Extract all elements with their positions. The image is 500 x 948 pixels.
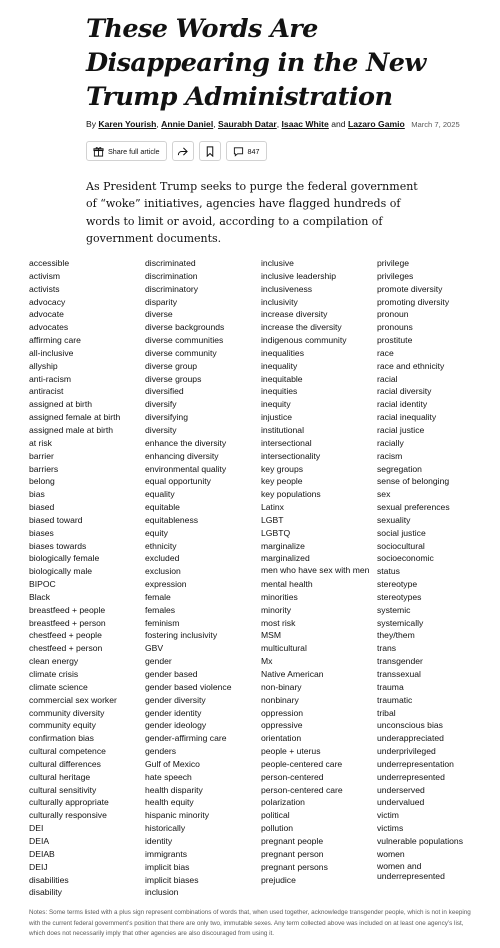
word-item: underappreciated <box>377 733 444 744</box>
word-item: advocates <box>29 322 69 333</box>
word-item: intersectional <box>261 437 312 448</box>
word-item: key populations <box>261 489 321 500</box>
word-item: race and ethnicity <box>377 360 445 371</box>
word-item: culturally appropriate <box>29 797 109 808</box>
word-item: LGBTQ <box>261 527 291 538</box>
word-item: health disparity <box>145 784 203 795</box>
word-item: gender based <box>145 669 198 679</box>
word-item: pronoun <box>377 309 409 320</box>
word-item: oppression <box>261 707 304 718</box>
word-item: stereotypes <box>377 591 422 602</box>
word-item: trans <box>377 643 397 654</box>
word-item: females <box>145 604 176 615</box>
word-item: discriminatory <box>145 283 199 294</box>
word-item: pronouns <box>377 322 413 333</box>
word-item: diverse group <box>145 360 198 371</box>
word-item: race <box>377 347 394 358</box>
word-item: gender identity <box>145 707 202 718</box>
word-item: systemic <box>377 604 411 615</box>
word-item: biologically male <box>29 566 93 577</box>
word-item: biases towards <box>29 540 87 551</box>
word-item: they/them <box>377 630 415 641</box>
word-item: biases <box>29 527 54 538</box>
word-item: inequities <box>261 386 298 397</box>
word-item: privilege <box>377 258 410 268</box>
word-item: sense of belonging <box>377 476 450 487</box>
word-item: equitableness <box>145 514 199 525</box>
word-item: racial justice <box>377 424 425 435</box>
word-item: disparity <box>145 296 177 307</box>
word-item: people-centered care <box>261 758 343 769</box>
article-title: These Words Are Disappearing in the New Trump Administration <box>86 14 426 112</box>
word-item: inequalities <box>261 347 304 358</box>
word-item: injustice <box>261 412 293 423</box>
word-item: trauma <box>377 681 404 692</box>
share-full-article-button[interactable] <box>86 141 167 161</box>
word-item: hispanic minority <box>145 810 209 821</box>
word-item: inequity <box>261 399 291 410</box>
word-item: underserved <box>377 784 425 795</box>
word-item: implicit bias <box>145 861 190 872</box>
word-item: equal opportunity <box>145 476 211 487</box>
word-item: DEI <box>29 823 44 834</box>
word-item: inequitable <box>261 373 303 384</box>
word-item: Latinx <box>261 502 284 513</box>
author-link[interactable]: Saurabh Datar <box>218 119 277 129</box>
word-item: inclusive <box>261 258 294 268</box>
word-item: increase diversity <box>261 309 328 320</box>
word-item: underprivileged <box>377 746 436 757</box>
word-item: chestfeed + person <box>29 643 103 654</box>
word-item: pregnant person <box>261 848 324 859</box>
word-item: enhance the diversity <box>145 437 227 448</box>
word-item: community diversity <box>29 707 105 718</box>
word-item: disability <box>29 887 62 898</box>
article-intro: As President Trump seeks to purge the federal government of “woke” initiatives, agencies have flagged hundreds of words to limit or avoid, according to a compilation of government documents. <box>86 180 418 246</box>
word-item: racial identity <box>377 399 428 410</box>
word-item: Native American <box>261 669 324 679</box>
word-item: belong <box>29 476 55 487</box>
word-item: oppressive <box>261 720 303 731</box>
article-actions <box>86 141 267 161</box>
author-link[interactable]: Annie Daniel <box>161 119 214 129</box>
word-item: health equity <box>145 797 194 808</box>
comments-button[interactable] <box>226 141 267 161</box>
word-item: sociocultural <box>377 540 425 551</box>
author-link[interactable]: Isaac White <box>281 119 329 129</box>
word-item: prostitute <box>377 335 413 346</box>
word-item: transgender <box>377 656 423 667</box>
word-item: advocacy <box>29 296 66 307</box>
author-link[interactable]: Lazaro Gamio <box>347 119 405 129</box>
word-item: advocate <box>29 309 64 320</box>
author-link[interactable]: Karen Yourish <box>98 119 157 129</box>
word-item: fostering inclusivity <box>145 630 218 641</box>
word-item: DEIAB <box>29 848 55 859</box>
word-item: activism <box>29 270 61 281</box>
word-item: anti-racism <box>29 373 72 384</box>
word-item: clean energy <box>29 656 79 667</box>
word-item: pregnant persons <box>261 861 328 872</box>
word-item: inclusivity <box>261 296 298 307</box>
share-arrow-icon <box>177 146 188 157</box>
word-item: historically <box>145 823 186 834</box>
word-item: diverse backgrounds <box>145 322 225 333</box>
byline-prefix: By <box>86 119 97 129</box>
word-item: GBV <box>145 643 164 654</box>
word-item: non-binary <box>261 681 302 692</box>
word-item: intersectionality <box>261 450 321 461</box>
comment-count: 847 <box>247 146 260 156</box>
word-item: sex <box>377 489 391 500</box>
word-item: identity <box>145 835 173 846</box>
word-item: climate science <box>29 681 88 692</box>
word-item: people + uterus <box>261 746 321 757</box>
word-item: prejudice <box>261 874 296 885</box>
comment-icon <box>233 146 244 157</box>
word-item: marginalized <box>261 553 310 564</box>
word-item: culturally responsive <box>29 810 107 821</box>
word-item: community equity <box>29 720 96 731</box>
word-item: equitable <box>145 502 180 513</box>
word-item: bias <box>29 489 45 500</box>
word-item: key people <box>261 476 303 487</box>
share-button[interactable] <box>172 141 194 161</box>
word-item: inclusiveness <box>261 283 313 294</box>
word-item: unconscious bias <box>377 720 443 731</box>
word-item: institutional <box>261 424 304 435</box>
word-item: diversity <box>145 424 177 435</box>
word-item: antiracist <box>29 386 64 397</box>
word-item: DEIJ <box>29 861 48 872</box>
word-item: cultural heritage <box>29 771 91 782</box>
word-item: underrepresentation <box>377 758 454 769</box>
save-button[interactable] <box>199 141 221 161</box>
word-item: victim <box>377 810 399 821</box>
word-item: victims <box>377 823 404 834</box>
word-item: person-centered care <box>261 784 343 795</box>
word-item: DEIA <box>29 835 50 846</box>
word-item: feminism <box>145 617 180 628</box>
word-item: racial inequality <box>377 412 437 423</box>
word-item: women and underrepresented <box>377 860 445 881</box>
word-item: diverse <box>145 309 173 320</box>
word-item: social justice <box>377 527 426 538</box>
word-item: implicit biases <box>145 874 199 885</box>
word-item: gender diversity <box>145 694 206 705</box>
bookmark-icon <box>205 146 215 157</box>
word-item: sexuality <box>377 514 411 525</box>
word-item: racially <box>377 437 404 448</box>
word-item: barriers <box>29 463 59 474</box>
word-item: most risk <box>261 617 296 628</box>
word-item: discrimination <box>145 270 198 281</box>
word-item: female <box>145 591 171 602</box>
word-item: chestfeed + people <box>29 630 102 641</box>
word-item: equality <box>145 489 175 500</box>
word-item: minorities <box>261 591 298 602</box>
word-item: excluded <box>145 553 180 564</box>
word-item: sexual preferences <box>377 502 450 513</box>
word-column-1 <box>29 257 147 899</box>
word-item: exclusion <box>145 566 181 577</box>
word-item: allyship <box>29 360 58 371</box>
word-item: biologically female <box>29 553 100 564</box>
word-item: status <box>377 566 400 577</box>
word-item: undervalued <box>377 797 425 808</box>
word-column-3 <box>261 257 379 886</box>
word-item: activists <box>29 283 60 294</box>
word-item: diverse groups <box>145 373 202 384</box>
word-item: political <box>261 810 290 821</box>
word-item: transsexual <box>377 669 421 679</box>
word-item: biased toward <box>29 514 83 525</box>
word-item: women <box>377 848 405 859</box>
byline: By Karen Yourish, Annie Daniel, Saurabh Datar, Isaac White and Lazaro Gamio March 7, 2025 <box>86 119 460 129</box>
word-item: inequality <box>261 360 298 371</box>
word-item: orientation <box>261 733 302 744</box>
word-item: at risk <box>29 437 52 448</box>
word-item: Mx <box>261 656 273 667</box>
word-item: accessible <box>29 258 70 268</box>
word-item: polarization <box>261 797 305 808</box>
word-item: confirmation bias <box>29 733 94 744</box>
word-item: assigned at birth <box>29 399 93 410</box>
word-item: privileges <box>377 270 414 281</box>
notes: Notes: Some terms listed with a plus sign represent combinations of words that, when used together, acknowledge transgender people, which is not in keeping with the current federal government’s position that there are only two, immutable sexes. Any term collected above was included on at least one agency’s list, which does not necessarily imply that other agencies are also discouraged from using it. <box>29 909 471 937</box>
word-item: immigrants <box>145 848 188 859</box>
word-item: racism <box>377 450 403 461</box>
word-item: diverse community <box>145 347 217 358</box>
word-item: disabilities <box>29 874 69 885</box>
word-item: vulnerable populations <box>377 835 464 846</box>
word-item: promote diversity <box>377 283 443 294</box>
word-item: tribal <box>377 707 396 718</box>
word-item: gender based violence <box>145 681 232 692</box>
word-item: racial <box>377 373 398 384</box>
word-column-2 <box>145 257 263 899</box>
word-item: indigenous community <box>261 335 347 346</box>
word-item: racial diversity <box>377 386 432 397</box>
publish-date: March 7, 2025 <box>411 120 460 129</box>
word-item: stereotype <box>377 579 418 590</box>
word-item: inclusion <box>145 887 179 898</box>
word-item: gender-affirming care <box>145 733 227 744</box>
word-item: enhancing diversity <box>145 450 219 461</box>
word-item: diversify <box>145 399 177 410</box>
share-full-article-label: Share full article <box>108 146 160 156</box>
word-item: affirming care <box>29 335 81 346</box>
word-item: commercial sex worker <box>29 694 117 705</box>
word-item: diversified <box>145 386 184 397</box>
word-item: person-centered <box>261 771 324 782</box>
word-item: all-inclusive <box>29 347 74 358</box>
word-item: expression <box>145 579 187 590</box>
word-item: segregation <box>377 463 422 474</box>
word-item: breastfeed + people <box>29 604 106 615</box>
word-item: LGBT <box>261 514 284 525</box>
word-item: assigned male at birth <box>29 424 114 435</box>
word-item: inclusive leadership <box>261 270 336 281</box>
word-item: biased <box>29 502 55 513</box>
word-item: nonbinary <box>261 694 299 705</box>
word-item: cultural differences <box>29 758 101 769</box>
word-item: minority <box>261 604 292 615</box>
word-item: traumatic <box>377 694 413 705</box>
word-item: multicultural <box>261 643 307 654</box>
word-item: ethnicity <box>145 540 177 551</box>
word-item: underrepresented <box>377 771 445 782</box>
word-item: socioeconomic <box>377 553 434 564</box>
word-item: discriminated <box>145 258 196 268</box>
word-item: equity <box>145 527 168 538</box>
word-item: increase the diversity <box>261 322 342 333</box>
word-item: Gulf of Mexico <box>145 758 200 769</box>
word-item: gender ideology <box>145 720 207 731</box>
word-item: mental health <box>261 579 313 590</box>
word-item: cultural sensitivity <box>29 784 97 795</box>
word-item: diverse communities <box>145 335 224 346</box>
word-item: barrier <box>29 450 54 461</box>
word-item: diversifying <box>145 412 188 423</box>
word-item: gender <box>145 656 172 667</box>
word-item: promoting diversity <box>377 296 450 307</box>
word-item: key groups <box>261 463 304 474</box>
word-item: environmental quality <box>145 463 227 474</box>
word-item: genders <box>145 746 177 757</box>
word-item: pollution <box>261 823 294 834</box>
word-item: breastfeed + person <box>29 617 106 628</box>
gift-icon <box>93 146 104 157</box>
word-item: men who have sex with men <box>261 565 370 576</box>
word-item: climate crisis <box>29 669 79 679</box>
word-item: systemically <box>377 617 424 628</box>
word-item: Black <box>29 591 51 602</box>
word-item: marginalize <box>261 540 305 551</box>
word-item: pregnant people <box>261 835 324 846</box>
word-item: cultural competence <box>29 746 106 757</box>
word-column-4 <box>377 257 495 884</box>
word-item: MSM <box>261 630 282 641</box>
word-item: assigned female at birth <box>29 412 121 423</box>
word-item: BIPOC <box>29 579 56 590</box>
word-item: hate speech <box>145 771 192 782</box>
